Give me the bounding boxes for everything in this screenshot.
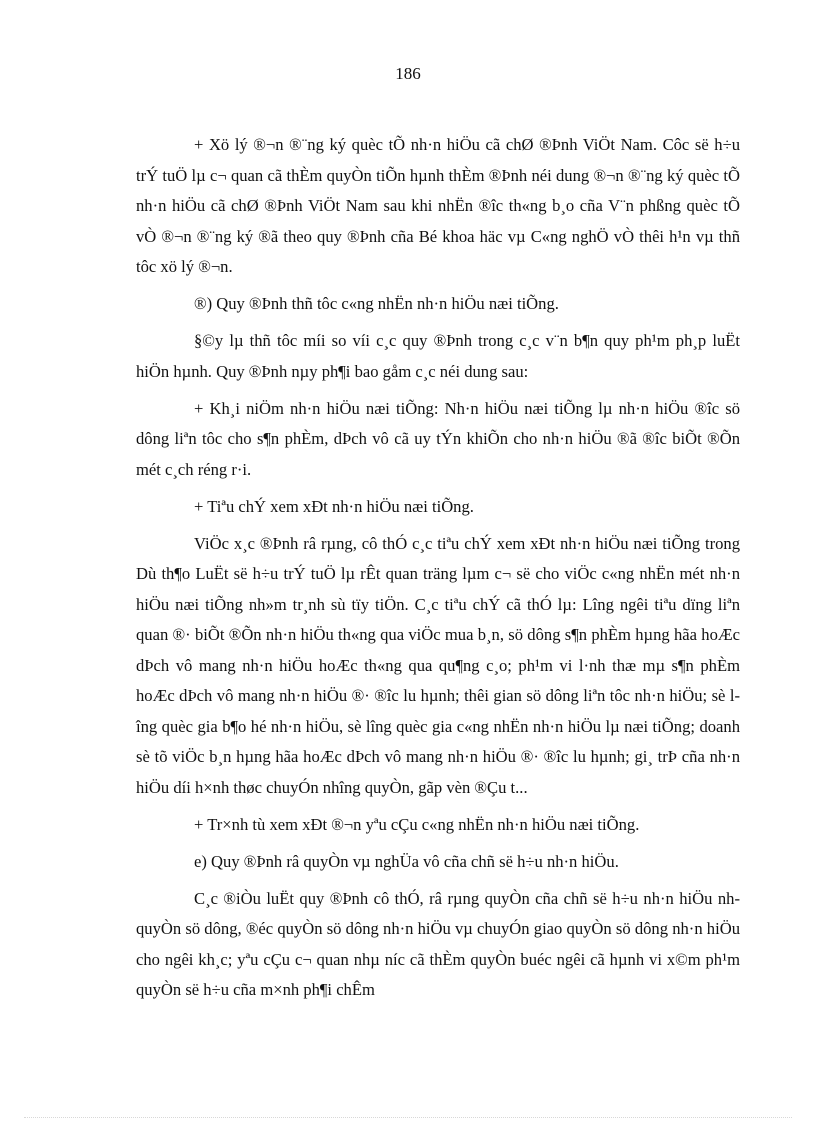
paragraph: C¸c ®iÒu luËt quy ®Þnh cô thÓ, râ rµng quyÒn cña chñ së h÷u nh·n hiÖu nh quyÒn sö dông, ®éc quyÒn sö dông nh·n hiÖu vµ chuyÓn giao quyÒn sö dông nh·n hiÖu cho ngêi kh¸c; yªu cÇu c¬ quan nhµ níc cã thÈm quyÒn buéc ngêi cã hµnh vi x©m ph¹m quyÒn së h÷u cña m×nh ph¶i chÊm (136, 888, 740, 999)
page-number: 186 (395, 64, 421, 83)
section-heading: e) Quy ®Þnh râ quyÒn vµ nghÜa vô cña chñ së h÷u nh·n hiÖu. (194, 851, 619, 871)
paragraph: §©y lµ thñ tôc míi so víi c¸c quy ®Þnh trong c¸c v¨n b¶n quy ph¹m ph¸p luËt hiÖn hµnh. Quy ®Þnh nµy ph¶i bao gåm c¸c néi dung sau: (136, 331, 740, 381)
paragraph: ViÖc x¸c ®Þnh râ rµng, cô thÓ c¸c tiªu chÝ xem xÐt nh·n hiÖu næi tiÕng trong Dù th¶o LuËt së h÷u trÝ tuÖ lµ rÊt quan träng lµm c¬ së cho viÖc c«ng nhËn mét nh·n hiÖu næi tiÕng nh»m tr¸nh sù tïy tiÖn. C¸c tiªu chÝ cã thÓ lµ: Lîng ngêi tiªu dïng liªn quan ®· biÕt ®Õn nh·n hiÖu th«ng qua viÖc mua b¸n, sö dông s¶n phÈm hµng hãa hoÆc dÞch vô mang nh·n hiÖu hoÆc th«ng qua qu¶ng c¸o; ph¹m vi l·nh thæ mµ s¶n phÈm hoÆc dÞch vô mang nh·n hiÖu ®· ®îc lu hµnh; thêi gian sö dông liªn tôc nh·n hiÖu; sè lîng quèc gia b¶o hé nh·n hiÖu, sè lîng quèc gia c«ng nhËn nh·n hiÖu lµ næi tiÕng; doanh sè tõ viÖc b¸n hµng hãa hoÆc dÞch vô mang nh·n hiÖu ®· ®îc lu hµnh; gi¸ trÞ cña nh·n hiÖu díi h×nh thøc chuyÓn nhîng quyÒn, gãp vèn ®Çu t... (136, 533, 740, 797)
paragraph: + Tr×nh tù xem xÐt ®¬n yªu cÇu c«ng nhËn nh·n hiÖu næi tiÕng. (194, 814, 640, 834)
paragraph: + Kh¸i niÖm nh·n hiÖu næi tiÕng: Nh·n hiÖu næi tiÕng lµ nh·n hiÖu ®îc sö dông liªn tôc cho s¶n phÈm, dÞch vô cã uy tÝn khiÕn cho nh·n hiÖu ®ã ®îc biÕt ®Õn mét c¸ch réng r·i. (136, 398, 740, 479)
document-body (136, 130, 740, 1012)
paragraph: + Xö lý ®¬n ®¨ng ký quèc tÕ nh·n hiÖu cã chØ ®Þnh ViÖt Nam. Côc së h÷u trÝ tuÖ lµ c¬ quan cã thÈm quyÒn tiÕn hµnh thÈm ®Þnh néi dung ®¬n ®¨ng ký quèc tÕ nh·n hiÖu cã chØ ®Þnh ViÖt Nam sau khi nhËn ®îc th«ng b¸o cña V¨n phßng quèc tÕ vÒ ®¬n ®¨ng ký ®ã theo quy ®Þnh cña Bé khoa häc vµ C«ng nghÖ vÒ thêi h¹n vµ thñ tôc xö lý ®¬n. (136, 135, 740, 276)
page-bottom-divider (24, 1117, 792, 1118)
section-heading: ®) Quy ®Þnh thñ tôc c«ng nhËn nh·n hiÖu næi tiÕng. (194, 294, 559, 313)
paragraph: + Tiªu chÝ xem xÐt nh·n hiÖu næi tiÕng. (194, 496, 474, 516)
